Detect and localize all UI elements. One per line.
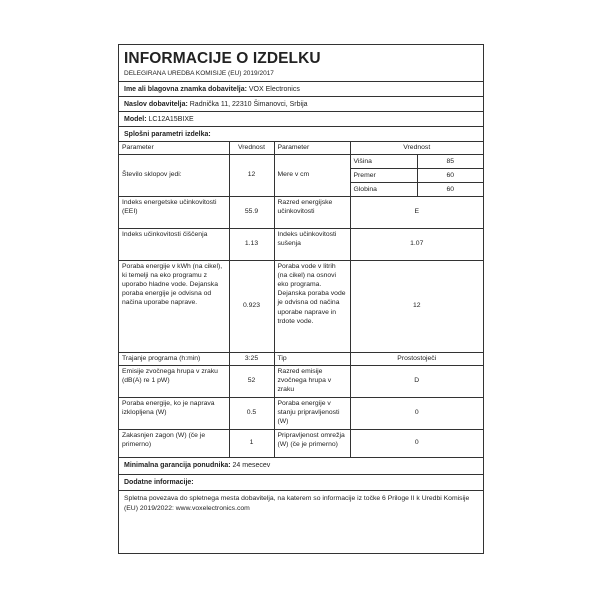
dimension-row	[351, 182, 484, 196]
table-row	[119, 429, 483, 457]
param-noise-class: Razred emisije zvočnega hrupa v zraku	[274, 365, 350, 397]
param-networked-standby: Pripravljenost omrežja (W) (če je primerno)	[274, 429, 350, 457]
value-eei: 55.9	[229, 196, 274, 228]
supplier-address-label: Naslov dobavitelja:	[124, 101, 188, 108]
param-cleaning-index: Indeks učinkovitosti čiščenja	[119, 228, 229, 260]
table-row	[119, 260, 483, 352]
sheet-header	[119, 45, 483, 82]
param-dimensions: Mere v cm	[274, 154, 350, 196]
supplier-brand-label: Ime ali blagovna znamka dobavitelja:	[124, 86, 247, 93]
supplier-address-line	[119, 97, 483, 112]
dimension-label: Premer	[351, 168, 418, 182]
dimensions-table	[351, 155, 484, 196]
param-water-consumption: Poraba vode v litrih (na cikel) na osnovi eko programa. Dejanska poraba vode je odvisna od načina uporabe naprave in trdote vode.	[274, 260, 350, 352]
value-energy-class: E	[350, 196, 483, 228]
table-header-row	[119, 142, 483, 154]
value-delay-start: 1	[229, 429, 274, 457]
value-energy-consumption: 0.923	[229, 260, 274, 352]
parameters-table	[119, 142, 483, 458]
additional-info-line	[119, 474, 483, 490]
dimension-row	[351, 155, 484, 169]
page-title: INFORMACIJE O IZDELKU	[124, 50, 321, 67]
value-noise-emission: 52	[229, 365, 274, 397]
dimension-value: 60	[417, 168, 483, 182]
dimension-row	[351, 168, 484, 182]
table-row	[119, 154, 483, 196]
value-drying-index: 1.07	[350, 228, 483, 260]
table-row	[119, 196, 483, 228]
value-networked-standby: 0	[350, 429, 483, 457]
general-parameters-label: Splošni parametri izdelka:	[124, 131, 211, 138]
param-drying-index: Indeks učinkovitosti sušenja	[274, 228, 350, 260]
table-row	[119, 352, 483, 365]
model-value: LC12A15BIXE	[148, 116, 194, 123]
supplier-brand-line	[119, 82, 483, 97]
additional-info-text: Spletna povezava do spletnega mesta dobavitelja, na katerem so informacije iz točke 6 Priloge II k Uredbi Komisije (EU) 2019/2022: www.voxelectronics.com	[119, 490, 483, 517]
supplier-brand-value: VOX Electronics	[248, 86, 300, 93]
param-energy-class: Razred energijske učinkovitosti	[274, 196, 350, 228]
dimension-label: Globina	[351, 182, 418, 196]
model-label: Model:	[124, 116, 147, 123]
value-program-duration: 3:25	[229, 352, 274, 365]
column-header-value: Vrednost	[229, 142, 274, 154]
param-standby-power: Poraba energije v stanju pripravljenosti (W)	[274, 397, 350, 429]
value-place-settings: 12	[229, 154, 274, 196]
column-header-parameter: Parameter	[274, 142, 350, 154]
param-delay-start: Zakasnjen zagon (W) (če je primerno)	[119, 429, 229, 457]
warranty-line	[119, 458, 483, 474]
warranty-label: Minimalna garancija ponudnika:	[124, 461, 231, 469]
dimension-value: 85	[417, 155, 483, 169]
table-row	[119, 228, 483, 260]
value-cleaning-index: 1.13	[229, 228, 274, 260]
column-header-parameter: Parameter	[119, 142, 229, 154]
additional-info-label: Dodatne informacije:	[124, 478, 194, 486]
regulation-subtitle: DELEGIRANA UREDBA KOMISIJE (EU) 2019/2017	[124, 70, 274, 77]
model-line	[119, 112, 483, 127]
param-place-settings: Število sklopov jedi:	[119, 154, 229, 196]
dimensions-cell	[350, 154, 483, 196]
supplier-address-value: Radnička 11, 22310 Šimanovci, Srbija	[189, 101, 308, 108]
column-header-value: Vrednost	[350, 142, 483, 154]
table-row	[119, 365, 483, 397]
value-noise-class: D	[350, 365, 483, 397]
param-off-mode-power: Poraba energije, ko je naprava izklopljena (W)	[119, 397, 229, 429]
value-off-mode-power: 0.5	[229, 397, 274, 429]
param-noise-emission: Emisije zvočnega hrupa v zraku (dB(A) re 1 pW)	[119, 365, 229, 397]
table-row	[119, 397, 483, 429]
product-information-sheet	[118, 44, 484, 554]
value-water-consumption: 12	[350, 260, 483, 352]
dimension-value: 60	[446, 185, 455, 193]
param-energy-consumption: Poraba energije v kWh (na cikel), ki temelji na eko programu z uporabo hladne vode. Dejanska poraba energije je odvisna od načina uporabe naprave.	[119, 260, 229, 352]
value-type: Prostostoječi	[350, 352, 483, 365]
dimension-label: Višina	[351, 155, 418, 169]
param-eei: Indeks energetske učinkovitosti (EEI)	[119, 196, 229, 228]
warranty-value: 24 mesecev	[232, 461, 271, 469]
value-standby-power: 0	[350, 397, 483, 429]
param-program-duration: Trajanje programa (h:min)	[119, 352, 229, 365]
param-type: Tip	[274, 352, 350, 365]
general-parameters-line	[119, 127, 483, 142]
